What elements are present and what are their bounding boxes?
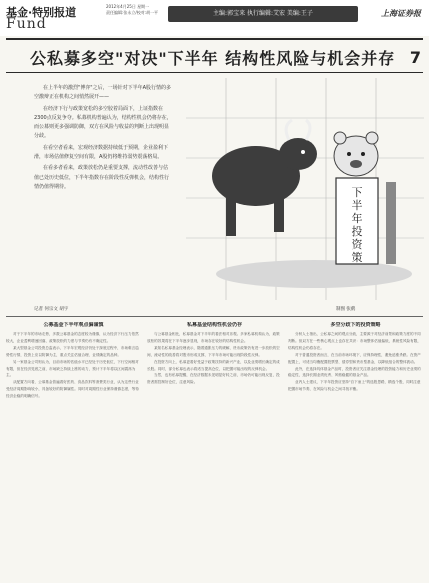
column-paragraph: 某知名私募基金经理表示，随着通胀压力的缓解，货币政策仍有进一步放松的空间，流动性的改善将对股市形成支撑，下半年市场可能出现阶段性反弹。 xyxy=(147,345,280,357)
column-paragraph: 此外，在选择具体基金产品时，投资者应关注基金经理的投资能力和历史业绩的稳定性，选择长期业绩优秀、风格稳健的基金产品。 xyxy=(288,366,421,378)
column-paragraph: 对于普通投资者而言，在当前市场环境下，应保持理性，避免追涨杀跌。在资产配置上，可适当均衡配置股票型、债券型和货币型基金，以降低组合的整体波动。 xyxy=(288,352,421,364)
column-paragraph: 与公募基金相比，私募基金对下半年的看法相对乐观。多家私募机构认为，政策放松的效果将在下半年逐步显现，市场存在较好的结构性机会。 xyxy=(147,332,280,343)
sign-char: 半 xyxy=(351,199,363,212)
bull-figure xyxy=(212,120,317,236)
column-paragraph: 分析人士指出，公私募之间的观点分歧，主要源于对经济前景和政策力度的不同判断。但双方在一些核心观点上也存在共识：市场整体估值偏低，系统性风险有限，结构性机会仍将存在。 xyxy=(288,332,421,350)
column-heading: 多空分歧下的投资策略 xyxy=(330,322,381,328)
section-title: 基金·特别报道 xyxy=(6,6,77,19)
sign-char: 下 xyxy=(351,186,363,199)
headline: 公私募多空"对决"下半年 结构性风险与机会并存 xyxy=(30,49,396,68)
page-header xyxy=(0,0,429,36)
lead-article xyxy=(34,84,172,194)
sign-char: 资 xyxy=(351,238,363,251)
bull-bear-illustration xyxy=(186,78,424,300)
byline: 记者 何宗文 胡宇 xyxy=(34,307,69,312)
column-paragraph: 从配置方向看，公募基金普遍看好医药、食品饮料等消费类行业，认为这些行业受经济周期影响较小，具备较好的防御属性。同时对周期性行业保持谨慎态度，等待经济企稳的明确信号。 xyxy=(6,380,139,399)
section-separator xyxy=(6,316,423,317)
editor-banner: 主编:郭宝来 执行编辑:艾宏 美编:王子 xyxy=(168,6,358,22)
fund-label: Fund xyxy=(6,16,47,32)
headline-rule xyxy=(6,72,423,73)
article-column xyxy=(6,322,141,580)
column-paragraph: 另一家基金公司则认为，目前市场的估值水平已经处于历史低位，下行空间相对有限，但在经济见底之前，市场缺乏持续上涨的动力，预计下半年将以区间震荡为主。 xyxy=(6,359,139,378)
column-paragraph: 某大型基金公司投资总监表示，下半年宏观经济仍处于探底过程中，市场难言趋势性行情，投资上应以防御为主，重点关注估值合理、业绩确定的品种。 xyxy=(6,345,139,357)
sign-char: 年 xyxy=(351,212,363,225)
lead-paragraph: 在看空者看来，宏观经济数据持续低于预期，企业盈利下滑，市场估值修复空间有限，A股仍将维持弱势震荡格局。 xyxy=(34,144,169,161)
column-heading: 私募基金结构性机会仍存 xyxy=(186,322,242,328)
article-column xyxy=(288,322,423,580)
paper-name: 上海证券报 xyxy=(381,9,421,18)
body-columns xyxy=(6,322,423,580)
bear-figure xyxy=(334,132,378,176)
ground-shadow xyxy=(216,260,412,288)
strategy-sign xyxy=(336,178,396,264)
lead-paragraph: 在上半年的激烈"博弈"之后，一场针对下半年A股行情的多空激辩正在机构之间悄然展开—— xyxy=(34,85,172,101)
issue-editor: 责任编辑:张永立/校对:胡一平 xyxy=(106,10,159,15)
article-column xyxy=(147,322,282,580)
lead-paragraph: 在经济下行与政策宽松的多空胶着局面下，上证指数在2300点反复争夺。私募机构普遍认为，结构性机会仍将存在，而公募则更多强调防御，双方在风险与收益的判断上出现明显分歧。 xyxy=(34,105,172,140)
issue-meta xyxy=(106,4,166,16)
column-paragraph: 当然，也有私募提醒，在经济数据未见明显好转之前，市场仍可能出现反复，投资者需控制好仓位，注意风险。 xyxy=(147,373,280,385)
section-masthead xyxy=(6,4,102,30)
sign-char: 策 xyxy=(351,251,363,264)
column-paragraph: 在投资方向上，私募更看好受益于政策扶持的新兴产业，以及业绩增长确定的成长股。同时，部分私募也表示将适当提高仓位，以把握可能出现的反弹机会。 xyxy=(147,359,280,371)
page-number: 7 xyxy=(409,48,421,67)
sign-char: 投 xyxy=(351,225,363,238)
column-heading: 公募基金下半年观点偏谨慎 xyxy=(43,322,104,328)
image-credit: 制图 张鹤 xyxy=(336,307,356,312)
column-paragraph: 对于下半年的市场走势，多数公募基金的态度较为谨慎，认为经济下行压力依然较大，企业盈利增速回落，政策放松的力度与节奏仍有不确定性。 xyxy=(6,332,139,343)
issue-date: 2012年4月25日 星期一 xyxy=(106,4,150,9)
column-paragraph: 业内人士建议，下半年投资应坚持"自下而上"的选股思路，精选个股，同时注意把握市场节奏，在风险与机会之间寻找平衡。 xyxy=(288,380,421,392)
lead-paragraph: 在看多者看来，政策放松仍是重要支撑，流动性改善与估值已处历史低位，下半年指数存在阶段性反弹机会，结构性行情仍值得期待。 xyxy=(34,165,170,190)
header-rule xyxy=(6,38,423,40)
